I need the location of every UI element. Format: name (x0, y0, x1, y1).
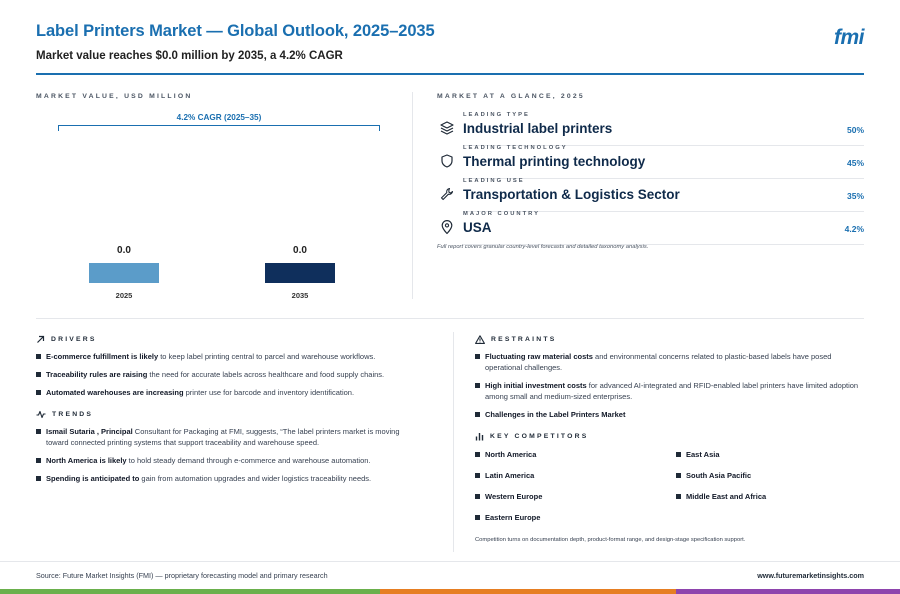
header-divider (36, 73, 864, 75)
restraint-item: High initial investment costs for advanced AI-integrated and RFID-enabled label printers have limited adoption among small and medium-sized enterprises. (475, 380, 865, 402)
trend-line-icon (36, 410, 46, 419)
driver-item: Automated warehouses are increasing printer use for barcode and inventory identification. (36, 387, 436, 398)
competitors-heading (475, 432, 588, 441)
competitor-item: Latin America (475, 471, 534, 480)
footer-website-link[interactable]: www.futuremarketinsights.com (757, 571, 864, 580)
glance-value: Transportation & Logistics Sector (463, 187, 680, 202)
glance-value: Thermal printing technology (463, 154, 646, 169)
glance-row-type (437, 112, 864, 144)
chart-value-label: 0.0 (293, 245, 307, 256)
glance-percent: 45% (846, 158, 864, 168)
glance-kicker: LEADING TECHNOLOGY (463, 145, 568, 151)
footer-stripe-purple (676, 589, 900, 594)
warning-icon (475, 335, 485, 344)
drivers-heading-text: DRIVERS (51, 336, 97, 343)
glance-percent: 35% (846, 191, 864, 201)
footer-divider (0, 561, 900, 562)
column-divider (412, 92, 413, 299)
footer-stripe-orange (380, 589, 676, 594)
competitor-item: Middle East and Africa (676, 492, 766, 501)
trends-heading (36, 410, 93, 419)
competitor-item: Eastern Europe (475, 513, 540, 522)
wrench-icon (439, 186, 455, 202)
drivers-heading (36, 335, 97, 344)
layers-icon (439, 120, 455, 136)
restraints-heading-text: RESTRAINTS (491, 336, 557, 343)
driver-item: Traceability rules are raising the need for accurate labels across healthcare and food supply chains. (36, 369, 436, 380)
chart-bar-2035 (265, 263, 335, 283)
glance-kicker: LEADING TYPE (463, 112, 530, 118)
glance-note: Full report covers granular country-level forecasts and detailed taxonomy analysis. (437, 244, 649, 250)
restraint-item: Fluctuating raw material costs and environmental concerns related to plastic-based labels have posed operational challenges. (475, 351, 865, 373)
glance-label: MARKET AT A GLANCE, 2025 (437, 93, 585, 100)
restraints-heading (475, 335, 556, 344)
glance-row-use (437, 178, 864, 210)
competitor-item: East Asia (676, 450, 720, 459)
trend-item: Spending is anticipated to gain from automation upgrades and wider logistics traceability needs. (36, 473, 436, 484)
restraint-item: Challenges in the Label Printers Market (475, 409, 865, 420)
competitor-item: North America (475, 450, 536, 459)
page-title: Label Printers Market — Global Outlook, 2025–2035 (36, 22, 435, 40)
footer-stripe-green (0, 589, 380, 594)
driver-item: E-commerce fulfillment is likely to keep label printing central to parcel and warehouse workflows. (36, 351, 436, 362)
glance-row-technology (437, 145, 864, 177)
shield-icon (439, 153, 455, 169)
cagr-label: 4.2% CAGR (2025–35) (176, 113, 262, 122)
footer-source: Source: Future Market Insights (FMI) — proprietary forecasting model and primary research (36, 571, 328, 580)
competitors-heading-text: KEY COMPETITORS (490, 433, 589, 440)
glance-value: Industrial label printers (463, 121, 613, 136)
competitor-item: Western Europe (475, 492, 542, 501)
header (36, 22, 864, 62)
arrow-up-right-icon (36, 335, 45, 344)
glance-value: USA (463, 220, 492, 235)
chart-value-label: 0.0 (117, 245, 131, 256)
glance-kicker: MAJOR COUNTRY (463, 211, 540, 217)
map-pin-icon (439, 219, 455, 235)
trend-item: Ismail Sutaria , Principal Consultant for Packaging at FMI, suggests, “The label printers market is moving toward connected printing systems that support traceability and warehouse speed. (36, 426, 420, 448)
competitor-item: South Asia Pacific (676, 471, 751, 480)
trends-heading-text: TRENDS (52, 411, 94, 418)
competitors-note: Competition turns on documentation depth, product-format range, and design-stage specification support. (475, 537, 746, 543)
trend-item: North America is likely to hold steady demand through e-commerce and warehouse automation. (36, 455, 436, 466)
glance-row-country (437, 211, 864, 243)
chart-category-label: 2035 (291, 291, 309, 300)
glance-percent: 4.2% (844, 224, 864, 234)
bar-chart-icon (475, 432, 484, 441)
glance-percent: 50% (846, 125, 864, 135)
fmi-logo[interactable]: fmi (834, 26, 864, 49)
chart-bar-2025 (89, 263, 159, 283)
glance-kicker: LEADING USE (463, 178, 525, 184)
column-divider (453, 332, 454, 552)
page-subtitle: Market value reaches $0.0 million by 2035, a 4.2% CAGR (36, 50, 343, 62)
section-divider (36, 318, 864, 319)
cagr-bracket (58, 125, 380, 131)
market-value-label: MARKET VALUE, USD MILLION (36, 93, 193, 100)
chart-category-label: 2025 (115, 291, 133, 300)
